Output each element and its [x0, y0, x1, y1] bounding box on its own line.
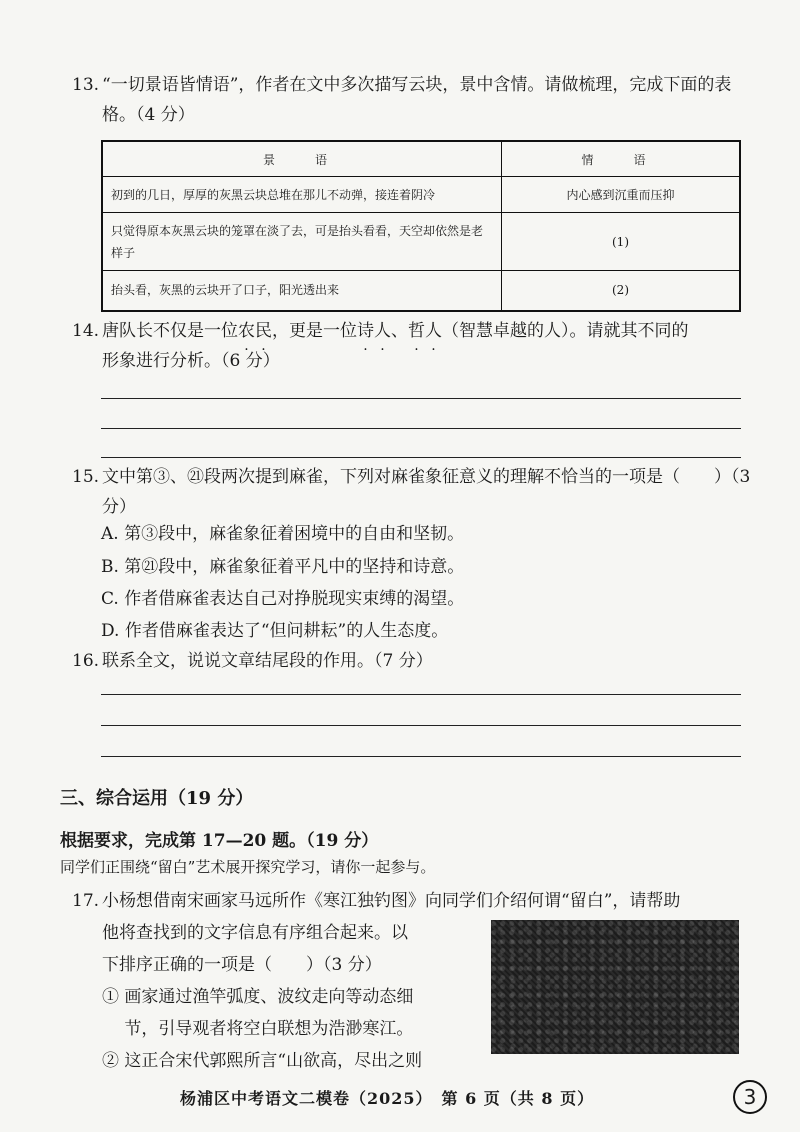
question-line: 下排序正确的一项是（ ）（3 分）: [102, 955, 382, 975]
section-intro: 同学们正围绕“留白”艺术展开探究学习，请你一起参与。: [60, 858, 436, 876]
table-header-emotion: 情 语: [502, 141, 741, 177]
question-number: 16.: [72, 651, 100, 671]
question-number: 13.: [72, 75, 100, 95]
question-14: [72, 316, 752, 376]
section-title: 三、综合运用（19 分）: [60, 788, 254, 809]
question-text: “一切景语皆情语”，作者在文中多次描写云块，景中含情。请做梳理，完成下面的表格。（4 分）: [102, 75, 732, 125]
question-number: 14.: [72, 321, 100, 341]
answer-line[interactable]: [101, 398, 741, 399]
question-line: 他将查找到的文字信息有序组合起来。以: [102, 923, 408, 943]
question-line: 节，引导观者将空白联想为浩渺寒江。: [102, 1019, 414, 1039]
question-text: 唐队长不仅是一位农民，更是一位诗人、哲人（智慧卓越的人）。请就其不同的: [102, 321, 689, 341]
option-d[interactable]: D. 作者借麻雀表达了“但问耕耘”的人生态度。: [101, 621, 449, 641]
table-cell-emotion[interactable]: (1): [502, 213, 741, 271]
circled-number: 3: [733, 1080, 767, 1114]
question-line: ① 画家通过渔竿弧度、波纹走向等动态细: [102, 987, 414, 1007]
page-footer: 杨浦区中考语文二模卷（2025） 第 6 页（共 8 页）: [180, 1089, 595, 1108]
table-row: [102, 177, 740, 213]
question-13: [72, 70, 752, 130]
table-cell-scene: 只觉得原本灰黑云块的笼罩在淡了去，可是抬头看看，天空却依然是老样子: [102, 213, 502, 271]
question-15: [72, 462, 752, 522]
question-line: ② 这正合宋代郭熙所言“山欲高，尽出之则: [102, 1051, 423, 1071]
question-text-line2: 形象进行分析。（6 分）: [102, 351, 280, 371]
option-b[interactable]: B. 第㉑段中，麻雀象征着平凡中的坚持和诗意。: [101, 557, 465, 577]
table-cell-scene: 初到的几日，厚厚的灰黑云块总堆在那儿不动弹，接连着阴冷: [102, 177, 502, 213]
option-c[interactable]: C. 作者借麻雀表达自己对挣脱现实束缚的渴望。: [101, 589, 465, 609]
table-row: [102, 213, 740, 271]
answer-line[interactable]: [101, 725, 741, 726]
question-16: [72, 646, 752, 676]
question-number: 17.: [72, 891, 100, 911]
answer-line[interactable]: [101, 428, 741, 429]
question-text: 文中第③、㉑段两次提到麻雀，下列对麻雀象征意义的理解不恰当的一项是（ ）（3 分）: [102, 467, 751, 517]
table-cell-emotion[interactable]: (2): [502, 271, 741, 311]
option-a[interactable]: A. 第③段中，麻雀象征着困境中的自由和坚韧。: [101, 524, 465, 544]
question-text: 联系全文，说说文章结尾段的作用。（7 分）: [102, 651, 433, 671]
scene-emotion-table: [101, 140, 741, 312]
question-number: 15.: [72, 467, 100, 487]
answer-line[interactable]: [101, 457, 741, 458]
section-instruction: 根据要求，完成第 17—20 题。（19 分）: [60, 831, 379, 851]
painting-image: [491, 920, 739, 1054]
answer-line[interactable]: [101, 756, 741, 757]
table-cell-scene: 抬头看，灰黑的云块开了口子，阳光透出来: [102, 271, 502, 311]
table-row: [102, 271, 740, 311]
table-cell-emotion: 内心感到沉重而压抑: [502, 177, 741, 213]
answer-line[interactable]: [101, 694, 741, 695]
table-header-scene: 景 语: [102, 141, 502, 177]
question-line: 小杨想借南宋画家马远所作《寒江独钓图》向同学们介绍何谓“留白”，请帮助: [102, 891, 681, 911]
